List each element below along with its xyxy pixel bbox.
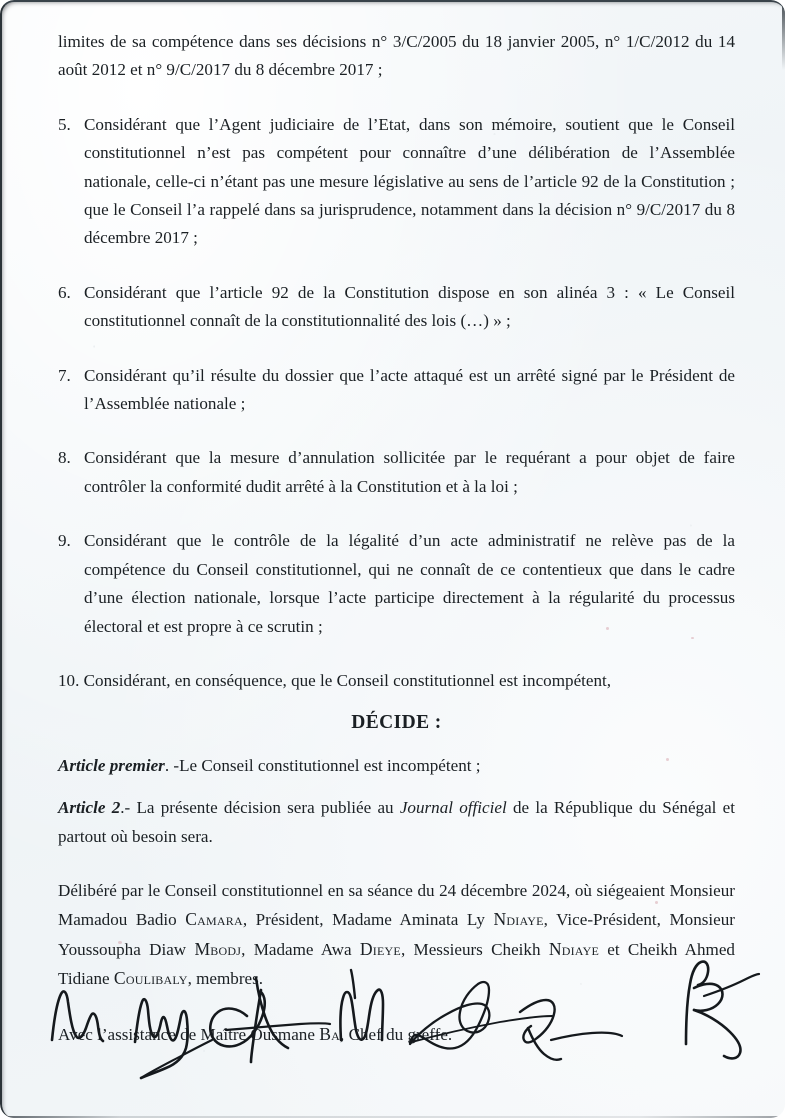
considerant-text-9: Considérant que le contrôle de la légalité d’un acte administratif ne relève pas de la compétence du Conseil constitutionnel, qui ne connaît de ce contentieux que dans le cadre d’une élection nationale, lorsque l’acte participe directement à la régularité du processus électoral et est propre à ce scrutin ; [84, 531, 735, 636]
deliberation-paragraph [58, 877, 735, 994]
considerant-item-10 [58, 667, 735, 695]
article-premier-label-suffix: . - [164, 755, 180, 775]
considerant-item-5 [58, 111, 735, 253]
lead-paragraph: limites de sa compétence dans ses décisions n° 3/C/2005 du 18 janvier 2005, n° 1/C/2012 du 14 août 2012 et n° 9/C/2017 du 8 décembre 2017 ; [58, 32, 735, 80]
article-premier-label: Article premier [58, 755, 165, 775]
considerant-item-6 [58, 279, 735, 336]
considerant-text-7: Considérant qu’il résulte du dossier que l’acte attaqué est un arrêté signé par le Président de l’Assemblée nationale ; [84, 365, 735, 414]
considerant-number-7: 7. [58, 365, 71, 385]
deliberation-segment-3: , Vice-Président, Monsieur Youssoupha Diaw [58, 910, 735, 959]
assistance-paragraph [58, 1020, 735, 1049]
assistance-text-after: , Chef du greffe. [340, 1024, 453, 1044]
considerant-item-8 [58, 444, 735, 501]
article-2 [58, 794, 735, 851]
considerant-text-6: Considérant que l’article 92 de la Constitution dispose en son alinéa 3 : « Le Conseil constitutionnel connaît de la constitutionnalité des lois (…) » ; [84, 282, 735, 331]
deliberation-segment-6: et Cheikh Ahmed Tidiane [58, 939, 735, 989]
considerant-number-5: 5. [58, 114, 71, 134]
member-surname-camara: Camara [185, 909, 243, 930]
considerant-item-7 [58, 362, 735, 419]
article-premier-text: Le Conseil constitutionnel est incompétent ; [179, 755, 481, 775]
member-surname-mbodj: Mbodj [194, 938, 242, 959]
clerk-surname-ba: Ba [319, 1023, 341, 1044]
considerant-number-8: 8. [58, 448, 71, 468]
journal-officiel-citation: Journal officiel [399, 798, 507, 818]
considerant-number-9: 9. [58, 531, 71, 551]
article-2-text-before: La présente décision sera publiée au [130, 798, 400, 818]
member-surname-coulibaly: Coulibaly [113, 968, 188, 989]
deliberation-segment-5: , Messieurs Cheikh [400, 939, 549, 959]
considerant-text-10: Considérant, en conséquence, que le Conseil constitutionnel est incompétent, [83, 670, 612, 690]
article-2-text-after: de la République du Sénégal et partout où besoin sera. [58, 798, 736, 846]
assistance-text-before: Avec l’assistance de Maître Ousmane [58, 1024, 320, 1044]
member-surname-ndiaye-2: Ndiaye [548, 938, 599, 959]
deliberation-segment-1: Délibéré par le Conseil constitutionnel en sa séance du 24 décembre 2024, où siégeaient Monsieur Mamadou Badio [58, 880, 735, 930]
article-2-label: Article 2 [58, 798, 121, 818]
considerant-text-8: Considérant que la mesure d’annulation sollicitée par le requérant a pour objet de faire contrôler la conformité dudit arrêté à la Constitution et à la loi ; [84, 448, 735, 496]
member-surname-dieye: Dieye [359, 938, 401, 959]
considerant-item-9 [58, 527, 735, 641]
considerant-text-5: Considérant que l’Agent judiciaire de l’Etat, dans son mémoire, soutient que le Conseil constitutionnel n’est pas compétent pour connaître d’une délibération de l’Assemblée nationale, celle-ci n’étant pas une mesure législative au sens de l’article 92 de la Constitution ; que le Conseil l’a rappelé dans sa jurisprudence, notamment dans la décision n° 9/C/2017 du 8 décembre 2017 ; [84, 114, 735, 248]
member-surname-ndiaye-1: Ndiaye [493, 909, 544, 930]
deliberation-segment-4: , Madame Awa [241, 939, 360, 959]
deliberation-segment-7: , membres. [187, 969, 264, 989]
deliberation-segment-2: , Président, Madame Aminata Ly [242, 910, 494, 930]
decide-heading: DÉCIDE : [351, 712, 442, 734]
considerant-number-6: 6. [58, 282, 71, 302]
article-2-label-suffix: .- [120, 798, 131, 818]
considerant-number-10: 10. [58, 670, 80, 690]
article-premier [58, 752, 735, 780]
